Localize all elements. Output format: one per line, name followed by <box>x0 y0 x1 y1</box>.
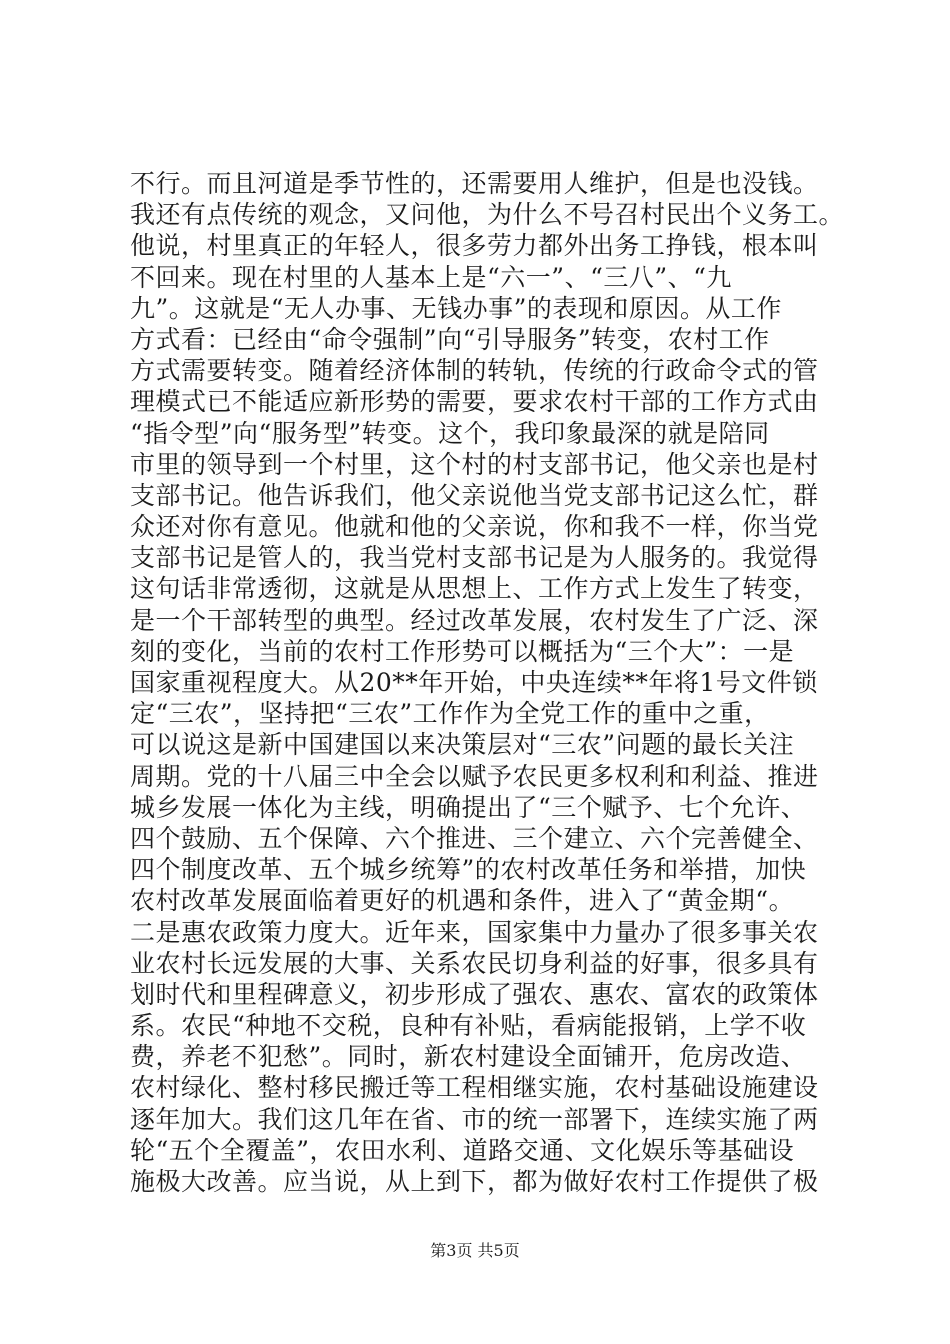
text-line: 是一个干部转型的典型。经过改革发展，农村发生了广泛、深 <box>130 605 819 635</box>
text-line: 可以说这是新中国建国以来决策层对“三农”问题的最长关注 <box>130 730 795 760</box>
text-line: 农村改革发展面临着更好的机遇和条件，进入了“黄金期“。 <box>130 886 795 916</box>
text-line: 四个制度改革、五个城乡统筹”的农村改革任务和举措，加快 <box>130 855 807 885</box>
text-line: 理模式已不能适应新形势的需要，要求农村干部的工作方式由 <box>130 387 819 417</box>
text-line: 众还对你有意见。他就和他的父亲说，你和我不一样，你当党 <box>130 512 819 542</box>
text-line: 农村绿化、整村移民搬迁等工程相继实施，农村基础设施建设 <box>130 1073 819 1103</box>
text-line: 轮“五个全覆盖”，农田水利、道路交通、文化娱乐等基础设 <box>130 1135 795 1165</box>
text-line: 二是惠农政策力度大。近年来，国家集中力量办了很多事关农 <box>130 917 819 947</box>
text-line: “指令型”向“服务型”转变。这个，我印象最深的就是陪同 <box>130 418 770 448</box>
text-line: 定“三农”，坚持把“三农”工作作为全党工作的重中之重， <box>130 699 770 729</box>
text-line: 支部书记。他告诉我们，他父亲说他当党支部书记这么忙，群 <box>130 480 819 510</box>
text-line: 业农村长远发展的大事、关系农民切身利益的好事，很多具有 <box>130 948 819 978</box>
text-line: 国家重视程度大。从20**年开始，中央连续**年将1号文件锁 <box>130 668 818 697</box>
text-line: 系。农民“种地不交税，良种有补贴，看病能报销，上学不收 <box>130 1011 807 1041</box>
text-line: 我还有点传统的观念，又问他，为什么不号召村民出个义务工。 <box>130 200 845 230</box>
text-line: 不行。而且河道是季节性的，还需要用人维护，但是也没钱。 <box>130 169 819 198</box>
body-text <box>130 168 845 1197</box>
text-line: 刻的变化，当前的农村工作形势可以概括为“三个大”：一是 <box>130 636 795 666</box>
text-line: 方式需要转变。随着经济体制的转轨，传统的行政命令式的管 <box>130 356 819 386</box>
text-line: 支部书记是管人的，我当党村支部书记是为人服务的。我觉得 <box>130 543 819 573</box>
text-line: 四个鼓励、五个保障、六个推进、三个建立、六个完善健全、 <box>130 823 819 853</box>
text-line: 他说，村里真正的年轻人，很多劳力都外出务工挣钱，根本叫 <box>130 231 819 261</box>
text-line: 这句话非常透彻，这就是从思想上、工作方式上发生了转变， <box>130 574 819 604</box>
text-line: 不回来。现在村里的人基本上是“六一”、“三八”、“九 <box>130 262 732 292</box>
text-line: 城乡发展一体化为主线，明确提出了“三个赋予、七个允许、 <box>130 792 807 822</box>
page-footer: 第3页 共5页 <box>430 1241 520 1260</box>
text-line: 市里的领导到一个村里，这个村的村支部书记，他父亲也是村 <box>130 449 819 479</box>
text-line: 九”。这就是“无人办事、无钱办事”的表现和原因。从工作 <box>130 293 782 323</box>
text-line: 逐年加大。我们这几年在省、市的统一部署下，连续实施了两 <box>130 1104 819 1134</box>
text-line: 方式看：已经由“命令强制”向“引导服务”转变，农村工作 <box>130 324 770 354</box>
text-line: 周期。党的十八届三中全会以赋予农民更多权利和利益、推进 <box>130 761 819 791</box>
text-line: 费，养老不犯愁”。同时，新农村建设全面铺开，危房改造、 <box>130 1042 807 1072</box>
text-line: 施极大改善。应当说，从上到下，都为做好农村工作提供了极 <box>130 1167 819 1196</box>
text-line: 划时代和里程碑意义，初步形成了强农、惠农、富农的政策体 <box>130 979 819 1009</box>
